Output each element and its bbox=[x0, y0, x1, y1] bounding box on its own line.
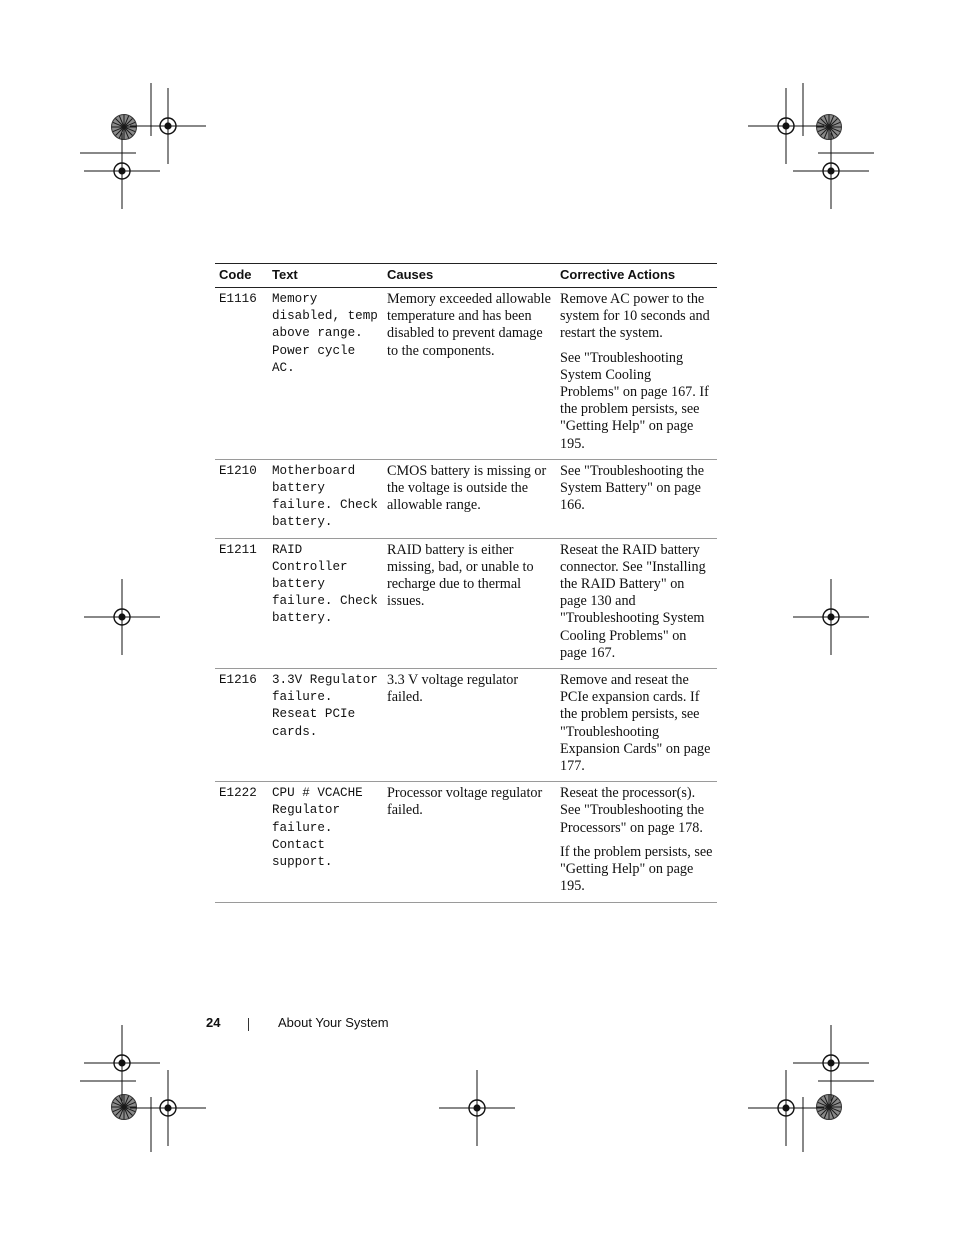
corrective-actions bbox=[556, 782, 717, 902]
error-code: E1216 bbox=[215, 669, 268, 782]
error-cause: CMOS battery is missing or the voltage is outside the allowable range. bbox=[383, 459, 556, 538]
error-text: Motherboard battery failure. Check battery. bbox=[268, 459, 383, 538]
action-paragraph: See "Troubleshooting the System Battery" on page 166. bbox=[560, 462, 704, 514]
table-row bbox=[215, 288, 717, 460]
corrective-actions bbox=[556, 459, 717, 538]
error-cause: Processor voltage regulator failed. bbox=[383, 782, 556, 902]
page-number: 24 bbox=[206, 1015, 221, 1030]
corrective-actions bbox=[556, 538, 717, 668]
error-code-table bbox=[215, 263, 717, 903]
footer-section-title: About Your System bbox=[278, 1015, 389, 1030]
corrective-actions bbox=[556, 288, 717, 460]
footer-divider bbox=[248, 1018, 249, 1031]
table-header-row bbox=[215, 264, 717, 288]
header-corrective-actions: Corrective Actions bbox=[556, 264, 717, 288]
action-paragraph: Reseat the processor(s). See "Troubleshooting the Processors" on page 178. bbox=[560, 785, 704, 836]
error-text: 3.3V Regulator failure. Reseat PCIe cards. bbox=[268, 669, 383, 782]
error-text: CPU # VCACHE Regulator failure. Contact support. bbox=[268, 782, 383, 902]
error-code: E1210 bbox=[215, 459, 268, 538]
action-paragraph: Remove AC power to the system for 10 seconds and restart the system. bbox=[560, 291, 710, 342]
error-cause: 3.3 V voltage regulator failed. bbox=[383, 669, 556, 782]
table-row bbox=[215, 459, 717, 538]
action-paragraph: See "Troubleshooting System Cooling Problems" on page 167. If the problem persists, see "Getting Help" on page 195. bbox=[560, 349, 709, 452]
error-code: E1116 bbox=[215, 288, 268, 460]
header-code: Code bbox=[215, 264, 268, 288]
header-text: Text bbox=[268, 264, 383, 288]
corrective-actions bbox=[556, 669, 717, 782]
header-causes: Causes bbox=[383, 264, 556, 288]
error-text: RAID Controller battery failure. Check battery. bbox=[268, 538, 383, 668]
action-paragraph: Reseat the RAID battery connector. See "Installing the RAID Battery" on page 130 and "Troubleshooting System Cooling Problems" on page 167. bbox=[560, 541, 706, 661]
error-code: E1222 bbox=[215, 782, 268, 902]
error-code: E1211 bbox=[215, 538, 268, 668]
error-cause: Memory exceeded allowable temperature and has been disabled to prevent damage to the components. bbox=[383, 288, 556, 460]
error-text: Memory disabled, temp above range. Power cycle AC. bbox=[268, 288, 383, 460]
error-cause: RAID battery is either missing, bad, or unable to recharge due to thermal issues. bbox=[383, 538, 556, 668]
table-row bbox=[215, 538, 717, 668]
action-paragraph: Remove and reseat the PCIe expansion cards. If the problem persists, see "Troubleshooting Expansion Cards" on page 177. bbox=[560, 672, 711, 775]
table-row bbox=[215, 782, 717, 902]
table-row bbox=[215, 669, 717, 782]
action-paragraph: If the problem persists, see "Getting Help" on page 195. bbox=[560, 843, 713, 895]
